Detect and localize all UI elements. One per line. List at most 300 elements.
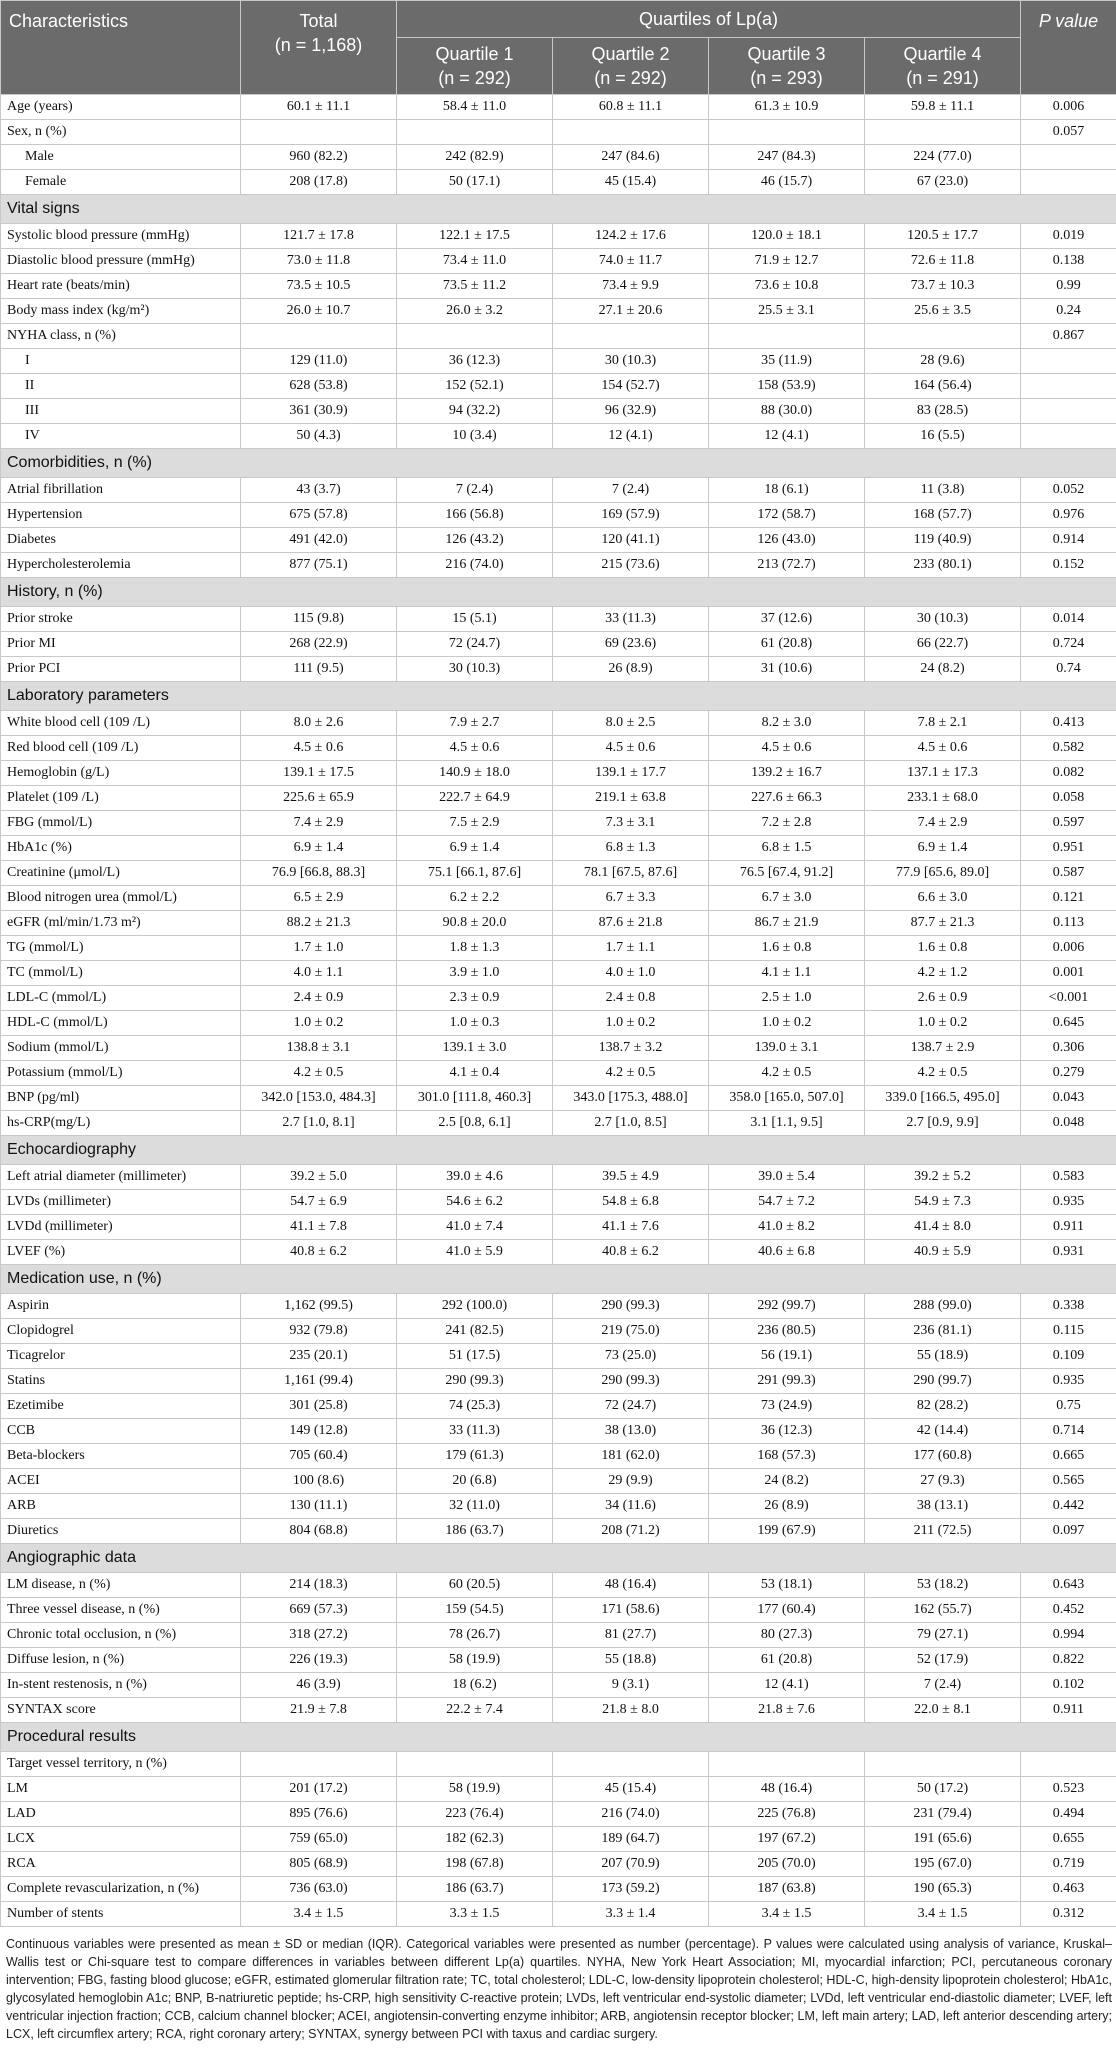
value-cell: 74.0 ± 11.7 bbox=[553, 249, 709, 274]
value-cell: 4.2 ± 0.5 bbox=[709, 1061, 865, 1086]
header-quartile-label: Quartile 4 bbox=[903, 44, 982, 64]
row-label: In-stent restenosis, n (%) bbox=[1, 1673, 241, 1698]
value-cell: 208 (17.8) bbox=[241, 170, 397, 195]
value-cell: 73.4 ± 11.0 bbox=[397, 249, 553, 274]
table-row bbox=[1, 1673, 1116, 1698]
section-title: Comorbidities, n (%) bbox=[1, 449, 1116, 478]
value-cell: 4.2 ± 0.5 bbox=[241, 1061, 397, 1086]
value-cell: 2.6 ± 0.9 bbox=[865, 986, 1021, 1011]
value-cell: 2.7 [1.0, 8.5] bbox=[553, 1111, 709, 1136]
table-row bbox=[1, 961, 1116, 986]
value-cell: 164 (56.4) bbox=[865, 374, 1021, 399]
value-cell: 759 (65.0) bbox=[241, 1827, 397, 1852]
value-cell: 231 (79.4) bbox=[865, 1802, 1021, 1827]
value-cell: 37 (12.6) bbox=[709, 607, 865, 632]
value-cell: 111 (9.5) bbox=[241, 657, 397, 682]
value-cell: 6.2 ± 2.2 bbox=[397, 886, 553, 911]
value-cell: 40.9 ± 5.9 bbox=[865, 1240, 1021, 1265]
value-cell: 491 (42.0) bbox=[241, 528, 397, 553]
value-cell: 181 (62.0) bbox=[553, 1444, 709, 1469]
p-value-cell: 0.724 bbox=[1021, 632, 1116, 657]
row-label: FBG (mmol/L) bbox=[1, 811, 241, 836]
value-cell: 87.7 ± 21.3 bbox=[865, 911, 1021, 936]
p-value-cell: 0.019 bbox=[1021, 224, 1116, 249]
value-cell: 182 (62.3) bbox=[397, 1827, 553, 1852]
p-value-cell: 0.279 bbox=[1021, 1061, 1116, 1086]
value-cell: 211 (72.5) bbox=[865, 1519, 1021, 1544]
value-cell: 342.0 [153.0, 484.3] bbox=[241, 1086, 397, 1111]
value-cell: 124.2 ± 17.6 bbox=[553, 224, 709, 249]
header-characteristics: Characteristics bbox=[1, 1, 241, 95]
value-cell: 216 (74.0) bbox=[397, 553, 553, 578]
row-label: LCX bbox=[1, 1827, 241, 1852]
value-cell: 805 (68.9) bbox=[241, 1852, 397, 1877]
value-cell: 7.4 ± 2.9 bbox=[241, 811, 397, 836]
section-row bbox=[1, 449, 1116, 478]
section-row bbox=[1, 1265, 1116, 1294]
value-cell: 138.8 ± 3.1 bbox=[241, 1036, 397, 1061]
value-cell: 27.1 ± 20.6 bbox=[553, 299, 709, 324]
value-cell: 60 (20.5) bbox=[397, 1573, 553, 1598]
table-row bbox=[1, 1111, 1116, 1136]
table-row bbox=[1, 1394, 1116, 1419]
value-cell: 48 (16.4) bbox=[553, 1573, 709, 1598]
value-cell: 26.0 ± 3.2 bbox=[397, 299, 553, 324]
row-label: Diuretics bbox=[1, 1519, 241, 1544]
value-cell: 53 (18.1) bbox=[709, 1573, 865, 1598]
value-cell: 32 (11.0) bbox=[397, 1494, 553, 1519]
table-row bbox=[1, 786, 1116, 811]
value-cell: 42 (14.4) bbox=[865, 1419, 1021, 1444]
value-cell: 201 (17.2) bbox=[241, 1777, 397, 1802]
value-cell: 6.9 ± 1.4 bbox=[865, 836, 1021, 861]
value-cell: 96 (32.9) bbox=[553, 399, 709, 424]
value-cell: 54.9 ± 7.3 bbox=[865, 1190, 1021, 1215]
p-value-cell: 0.006 bbox=[1021, 936, 1116, 961]
row-label: Prior PCI bbox=[1, 657, 241, 682]
value-cell: 54.8 ± 6.8 bbox=[553, 1190, 709, 1215]
value-cell: 15 (5.1) bbox=[397, 607, 553, 632]
p-value-cell: 0.152 bbox=[1021, 553, 1116, 578]
table-row bbox=[1, 95, 1116, 120]
value-cell: 38 (13.1) bbox=[865, 1494, 1021, 1519]
value-cell: 12 (4.1) bbox=[709, 1673, 865, 1698]
value-cell: 1.0 ± 0.2 bbox=[241, 1011, 397, 1036]
value-cell: 1,161 (99.4) bbox=[241, 1369, 397, 1394]
row-label: LVEF (%) bbox=[1, 1240, 241, 1265]
value-cell: 56 (19.1) bbox=[709, 1344, 865, 1369]
value-cell: 247 (84.3) bbox=[709, 145, 865, 170]
value-cell: 90.8 ± 20.0 bbox=[397, 911, 553, 936]
value-cell: 80 (27.3) bbox=[709, 1623, 865, 1648]
p-value-cell: 0.645 bbox=[1021, 1011, 1116, 1036]
value-cell: 81 (27.7) bbox=[553, 1623, 709, 1648]
value-cell: 11 (3.8) bbox=[865, 478, 1021, 503]
value-cell: 21.8 ± 8.0 bbox=[553, 1698, 709, 1723]
row-label: NYHA class, n (%) bbox=[1, 324, 241, 349]
value-cell: 225 (76.8) bbox=[709, 1802, 865, 1827]
value-cell: 41.1 ± 7.6 bbox=[553, 1215, 709, 1240]
value-cell: 39.2 ± 5.2 bbox=[865, 1165, 1021, 1190]
value-cell: 40.8 ± 6.2 bbox=[553, 1240, 709, 1265]
value-cell: 2.4 ± 0.9 bbox=[241, 986, 397, 1011]
value-cell: 168 (57.3) bbox=[709, 1444, 865, 1469]
value-cell bbox=[241, 324, 397, 349]
p-value-cell: 0.523 bbox=[1021, 1777, 1116, 1802]
row-label: III bbox=[1, 399, 241, 424]
value-cell: 6.8 ± 1.3 bbox=[553, 836, 709, 861]
table-row bbox=[1, 1319, 1116, 1344]
table-row bbox=[1, 424, 1116, 449]
row-label: Hypertension bbox=[1, 503, 241, 528]
value-cell: 54.6 ± 6.2 bbox=[397, 1190, 553, 1215]
value-cell: 223 (76.4) bbox=[397, 1802, 553, 1827]
row-label: Platelet (109 /L) bbox=[1, 786, 241, 811]
table-row bbox=[1, 607, 1116, 632]
section-row bbox=[1, 1544, 1116, 1573]
value-cell: 2.7 [0.9, 9.9] bbox=[865, 1111, 1021, 1136]
table-row bbox=[1, 145, 1116, 170]
value-cell: 73 (24.9) bbox=[709, 1394, 865, 1419]
table-row bbox=[1, 274, 1116, 299]
value-cell: 3.4 ± 1.5 bbox=[709, 1902, 865, 1927]
p-value-cell bbox=[1021, 1752, 1116, 1777]
value-cell bbox=[397, 120, 553, 145]
p-value-cell: 0.935 bbox=[1021, 1190, 1116, 1215]
value-cell: 159 (54.5) bbox=[397, 1598, 553, 1623]
table-row bbox=[1, 1369, 1116, 1394]
section-row bbox=[1, 1136, 1116, 1165]
value-cell: 219 (75.0) bbox=[553, 1319, 709, 1344]
value-cell: 73 (25.0) bbox=[553, 1344, 709, 1369]
value-cell: 152 (52.1) bbox=[397, 374, 553, 399]
value-cell: 41.0 ± 7.4 bbox=[397, 1215, 553, 1240]
value-cell: 190 (65.3) bbox=[865, 1877, 1021, 1902]
value-cell: 10 (3.4) bbox=[397, 424, 553, 449]
table-row bbox=[1, 861, 1116, 886]
value-cell: 1.6 ± 0.8 bbox=[709, 936, 865, 961]
row-label: Systolic blood pressure (mmHg) bbox=[1, 224, 241, 249]
value-cell: 79 (27.1) bbox=[865, 1623, 1021, 1648]
value-cell: 1.0 ± 0.2 bbox=[553, 1011, 709, 1036]
value-cell: 83 (28.5) bbox=[865, 399, 1021, 424]
value-cell: 55 (18.8) bbox=[553, 1648, 709, 1673]
p-value-cell: 0.494 bbox=[1021, 1802, 1116, 1827]
row-label: Diastolic blood pressure (mmHg) bbox=[1, 249, 241, 274]
row-label: IV bbox=[1, 424, 241, 449]
table-row bbox=[1, 374, 1116, 399]
row-label: Aspirin bbox=[1, 1294, 241, 1319]
value-cell: 301.0 [111.8, 460.3] bbox=[397, 1086, 553, 1111]
header-quartile-1 bbox=[397, 38, 553, 95]
value-cell: 226 (19.3) bbox=[241, 1648, 397, 1673]
value-cell: 51 (17.5) bbox=[397, 1344, 553, 1369]
row-label: TG (mmol/L) bbox=[1, 936, 241, 961]
value-cell: 241 (82.5) bbox=[397, 1319, 553, 1344]
table-row bbox=[1, 553, 1116, 578]
value-cell: 222.7 ± 64.9 bbox=[397, 786, 553, 811]
row-label: Target vessel territory, n (%) bbox=[1, 1752, 241, 1777]
value-cell: 58.4 ± 11.0 bbox=[397, 95, 553, 120]
value-cell: 6.7 ± 3.0 bbox=[709, 886, 865, 911]
p-value-cell: 0.338 bbox=[1021, 1294, 1116, 1319]
value-cell: 72 (24.7) bbox=[553, 1394, 709, 1419]
value-cell: 22.2 ± 7.4 bbox=[397, 1698, 553, 1723]
p-value-cell: 0.452 bbox=[1021, 1598, 1116, 1623]
value-cell: 54.7 ± 6.9 bbox=[241, 1190, 397, 1215]
value-cell: 55 (18.9) bbox=[865, 1344, 1021, 1369]
p-value-cell bbox=[1021, 349, 1116, 374]
value-cell: 1.0 ± 0.2 bbox=[709, 1011, 865, 1036]
p-value-cell: 0.413 bbox=[1021, 711, 1116, 736]
value-cell: 6.9 ± 1.4 bbox=[397, 836, 553, 861]
row-label: Blood nitrogen urea (mmol/L) bbox=[1, 886, 241, 911]
row-label: Prior MI bbox=[1, 632, 241, 657]
header-quartile-n: (n = 292) bbox=[594, 68, 667, 88]
table-row bbox=[1, 1598, 1116, 1623]
p-value-cell: 0.931 bbox=[1021, 1240, 1116, 1265]
value-cell: 233.1 ± 68.0 bbox=[865, 786, 1021, 811]
value-cell: 4.2 ± 1.2 bbox=[865, 961, 1021, 986]
header-quartile-4 bbox=[865, 38, 1021, 95]
table-row bbox=[1, 657, 1116, 682]
row-label: Ticagrelor bbox=[1, 1344, 241, 1369]
value-cell: 73.5 ± 10.5 bbox=[241, 274, 397, 299]
value-cell bbox=[553, 1752, 709, 1777]
row-label: Left atrial diameter (millimeter) bbox=[1, 1165, 241, 1190]
value-cell: 9 (3.1) bbox=[553, 1673, 709, 1698]
value-cell: 73.0 ± 11.8 bbox=[241, 249, 397, 274]
value-cell: 213 (72.7) bbox=[709, 553, 865, 578]
value-cell: 291 (99.3) bbox=[709, 1369, 865, 1394]
table-row bbox=[1, 911, 1116, 936]
value-cell: 25.6 ± 3.5 bbox=[865, 299, 1021, 324]
value-cell: 7 (2.4) bbox=[553, 478, 709, 503]
value-cell: 139.1 ± 17.5 bbox=[241, 761, 397, 786]
value-cell: 6.5 ± 2.9 bbox=[241, 886, 397, 911]
table-row bbox=[1, 324, 1116, 349]
value-cell: 288 (99.0) bbox=[865, 1294, 1021, 1319]
value-cell: 94 (32.2) bbox=[397, 399, 553, 424]
table-row bbox=[1, 120, 1116, 145]
value-cell: 7.5 ± 2.9 bbox=[397, 811, 553, 836]
value-cell: 73.5 ± 11.2 bbox=[397, 274, 553, 299]
value-cell: 74 (25.3) bbox=[397, 1394, 553, 1419]
value-cell: 45 (15.4) bbox=[553, 1777, 709, 1802]
value-cell: 24 (8.2) bbox=[709, 1469, 865, 1494]
p-value-cell: 0.442 bbox=[1021, 1494, 1116, 1519]
table-row bbox=[1, 1294, 1116, 1319]
value-cell: 69 (23.6) bbox=[553, 632, 709, 657]
value-cell: 3.3 ± 1.4 bbox=[553, 1902, 709, 1927]
value-cell: 7.3 ± 3.1 bbox=[553, 811, 709, 836]
value-cell: 171 (58.6) bbox=[553, 1598, 709, 1623]
table-row bbox=[1, 1011, 1116, 1036]
value-cell: 12 (4.1) bbox=[553, 424, 709, 449]
value-cell: 736 (63.0) bbox=[241, 1877, 397, 1902]
value-cell: 24 (8.2) bbox=[865, 657, 1021, 682]
header-total bbox=[241, 1, 397, 95]
value-cell: 38 (13.0) bbox=[553, 1419, 709, 1444]
value-cell: 115 (9.8) bbox=[241, 607, 397, 632]
table-row bbox=[1, 886, 1116, 911]
p-value-cell: 0.306 bbox=[1021, 1036, 1116, 1061]
value-cell: 21.9 ± 7.8 bbox=[241, 1698, 397, 1723]
p-value-cell: 0.867 bbox=[1021, 324, 1116, 349]
value-cell: 75.1 [66.1, 87.6] bbox=[397, 861, 553, 886]
value-cell: 1.8 ± 1.3 bbox=[397, 936, 553, 961]
p-value-cell: 0.057 bbox=[1021, 120, 1116, 145]
value-cell: 214 (18.3) bbox=[241, 1573, 397, 1598]
value-cell: 233 (80.1) bbox=[865, 553, 1021, 578]
p-value-cell: 0.014 bbox=[1021, 607, 1116, 632]
value-cell: 120 (41.1) bbox=[553, 528, 709, 553]
section-title: History, n (%) bbox=[1, 578, 1116, 607]
value-cell: 186 (63.7) bbox=[397, 1519, 553, 1544]
p-value-cell bbox=[1021, 145, 1116, 170]
value-cell bbox=[553, 120, 709, 145]
row-label: Clopidogrel bbox=[1, 1319, 241, 1344]
value-cell: 7.4 ± 2.9 bbox=[865, 811, 1021, 836]
row-label: Ezetimibe bbox=[1, 1394, 241, 1419]
table-row bbox=[1, 249, 1116, 274]
value-cell: 318 (27.2) bbox=[241, 1623, 397, 1648]
value-cell: 72 (24.7) bbox=[397, 632, 553, 657]
value-cell: 28 (9.6) bbox=[865, 349, 1021, 374]
row-label: Hemoglobin (g/L) bbox=[1, 761, 241, 786]
value-cell: 168 (57.7) bbox=[865, 503, 1021, 528]
table-row bbox=[1, 1419, 1116, 1444]
value-cell: 208 (71.2) bbox=[553, 1519, 709, 1544]
row-label: Sex, n (%) bbox=[1, 120, 241, 145]
value-cell: 173 (59.2) bbox=[553, 1877, 709, 1902]
row-label: ACEI bbox=[1, 1469, 241, 1494]
row-label: Female bbox=[1, 170, 241, 195]
value-cell: 41.1 ± 7.8 bbox=[241, 1215, 397, 1240]
row-label: LVDd (millimeter) bbox=[1, 1215, 241, 1240]
value-cell: 205 (70.0) bbox=[709, 1852, 865, 1877]
value-cell: 3.3 ± 1.5 bbox=[397, 1902, 553, 1927]
p-value-cell: 0.082 bbox=[1021, 761, 1116, 786]
value-cell: 129 (11.0) bbox=[241, 349, 397, 374]
table-row bbox=[1, 736, 1116, 761]
value-cell: 31 (10.6) bbox=[709, 657, 865, 682]
table-row bbox=[1, 711, 1116, 736]
value-cell: 149 (12.8) bbox=[241, 1419, 397, 1444]
p-value-cell: 0.109 bbox=[1021, 1344, 1116, 1369]
value-cell: 1,162 (99.5) bbox=[241, 1294, 397, 1319]
table-row bbox=[1, 811, 1116, 836]
value-cell: 162 (55.7) bbox=[865, 1598, 1021, 1623]
value-cell: 39.5 ± 4.9 bbox=[553, 1165, 709, 1190]
value-cell: 39.0 ± 5.4 bbox=[709, 1165, 865, 1190]
value-cell: 198 (67.8) bbox=[397, 1852, 553, 1877]
value-cell: 154 (52.7) bbox=[553, 374, 709, 399]
table-row bbox=[1, 1648, 1116, 1673]
value-cell: 361 (30.9) bbox=[241, 399, 397, 424]
value-cell bbox=[709, 324, 865, 349]
value-cell: 33 (11.3) bbox=[397, 1419, 553, 1444]
row-label: eGFR (ml/min/1.73 m²) bbox=[1, 911, 241, 936]
value-cell: 290 (99.7) bbox=[865, 1369, 1021, 1394]
value-cell: 35 (11.9) bbox=[709, 349, 865, 374]
value-cell: 48 (16.4) bbox=[709, 1777, 865, 1802]
value-cell: 1.7 ± 1.0 bbox=[241, 936, 397, 961]
value-cell: 86.7 ± 21.9 bbox=[709, 911, 865, 936]
p-value-cell bbox=[1021, 399, 1116, 424]
value-cell: 26.0 ± 10.7 bbox=[241, 299, 397, 324]
row-label: CCB bbox=[1, 1419, 241, 1444]
value-cell: 53 (18.2) bbox=[865, 1573, 1021, 1598]
value-cell bbox=[397, 324, 553, 349]
value-cell: 4.1 ± 0.4 bbox=[397, 1061, 553, 1086]
value-cell: 186 (63.7) bbox=[397, 1877, 553, 1902]
value-cell: 21.8 ± 7.6 bbox=[709, 1698, 865, 1723]
value-cell bbox=[397, 1752, 553, 1777]
row-label: TC (mmol/L) bbox=[1, 961, 241, 986]
value-cell: 138.7 ± 3.2 bbox=[553, 1036, 709, 1061]
table-row bbox=[1, 1827, 1116, 1852]
value-cell: 126 (43.0) bbox=[709, 528, 865, 553]
value-cell: 66 (22.7) bbox=[865, 632, 1021, 657]
value-cell: 3.4 ± 1.5 bbox=[865, 1902, 1021, 1927]
section-row bbox=[1, 1723, 1116, 1752]
value-cell: 26 (8.9) bbox=[553, 657, 709, 682]
value-cell: 41.4 ± 8.0 bbox=[865, 1215, 1021, 1240]
value-cell bbox=[241, 1752, 397, 1777]
value-cell bbox=[865, 1752, 1021, 1777]
row-label: Creatinine (μmol/L) bbox=[1, 861, 241, 886]
p-value-cell: 0.138 bbox=[1021, 249, 1116, 274]
table-row bbox=[1, 1344, 1116, 1369]
table-row bbox=[1, 170, 1116, 195]
value-cell: 40.8 ± 6.2 bbox=[241, 1240, 397, 1265]
value-cell: 4.5 ± 0.6 bbox=[241, 736, 397, 761]
section-title: Angiographic data bbox=[1, 1544, 1116, 1573]
value-cell: 1.0 ± 0.3 bbox=[397, 1011, 553, 1036]
p-value-cell: 0.052 bbox=[1021, 478, 1116, 503]
value-cell: 1.7 ± 1.1 bbox=[553, 936, 709, 961]
p-value-cell bbox=[1021, 374, 1116, 399]
table-row bbox=[1, 1086, 1116, 1111]
p-value-cell: 0.911 bbox=[1021, 1215, 1116, 1240]
value-cell: 16 (5.5) bbox=[865, 424, 1021, 449]
table-row bbox=[1, 1777, 1116, 1802]
value-cell: 177 (60.8) bbox=[865, 1444, 1021, 1469]
row-label: Male bbox=[1, 145, 241, 170]
table-row bbox=[1, 1752, 1116, 1777]
value-cell: 138.7 ± 2.9 bbox=[865, 1036, 1021, 1061]
value-cell bbox=[709, 1752, 865, 1777]
value-cell: 73.4 ± 9.9 bbox=[553, 274, 709, 299]
row-label: ARB bbox=[1, 1494, 241, 1519]
section-title: Medication use, n (%) bbox=[1, 1265, 1116, 1294]
value-cell: 179 (61.3) bbox=[397, 1444, 553, 1469]
row-label: Prior stroke bbox=[1, 607, 241, 632]
value-cell: 290 (99.3) bbox=[553, 1369, 709, 1394]
table-row bbox=[1, 986, 1116, 1011]
value-cell: 36 (12.3) bbox=[397, 349, 553, 374]
value-cell: 36 (12.3) bbox=[709, 1419, 865, 1444]
row-label: Statins bbox=[1, 1369, 241, 1394]
value-cell: 46 (15.7) bbox=[709, 170, 865, 195]
section-row bbox=[1, 195, 1116, 224]
header-quartile-2 bbox=[553, 38, 709, 95]
value-cell: 120.0 ± 18.1 bbox=[709, 224, 865, 249]
value-cell: 4.5 ± 0.6 bbox=[709, 736, 865, 761]
p-value-cell: 0.115 bbox=[1021, 1319, 1116, 1344]
value-cell: 8.0 ± 2.6 bbox=[241, 711, 397, 736]
